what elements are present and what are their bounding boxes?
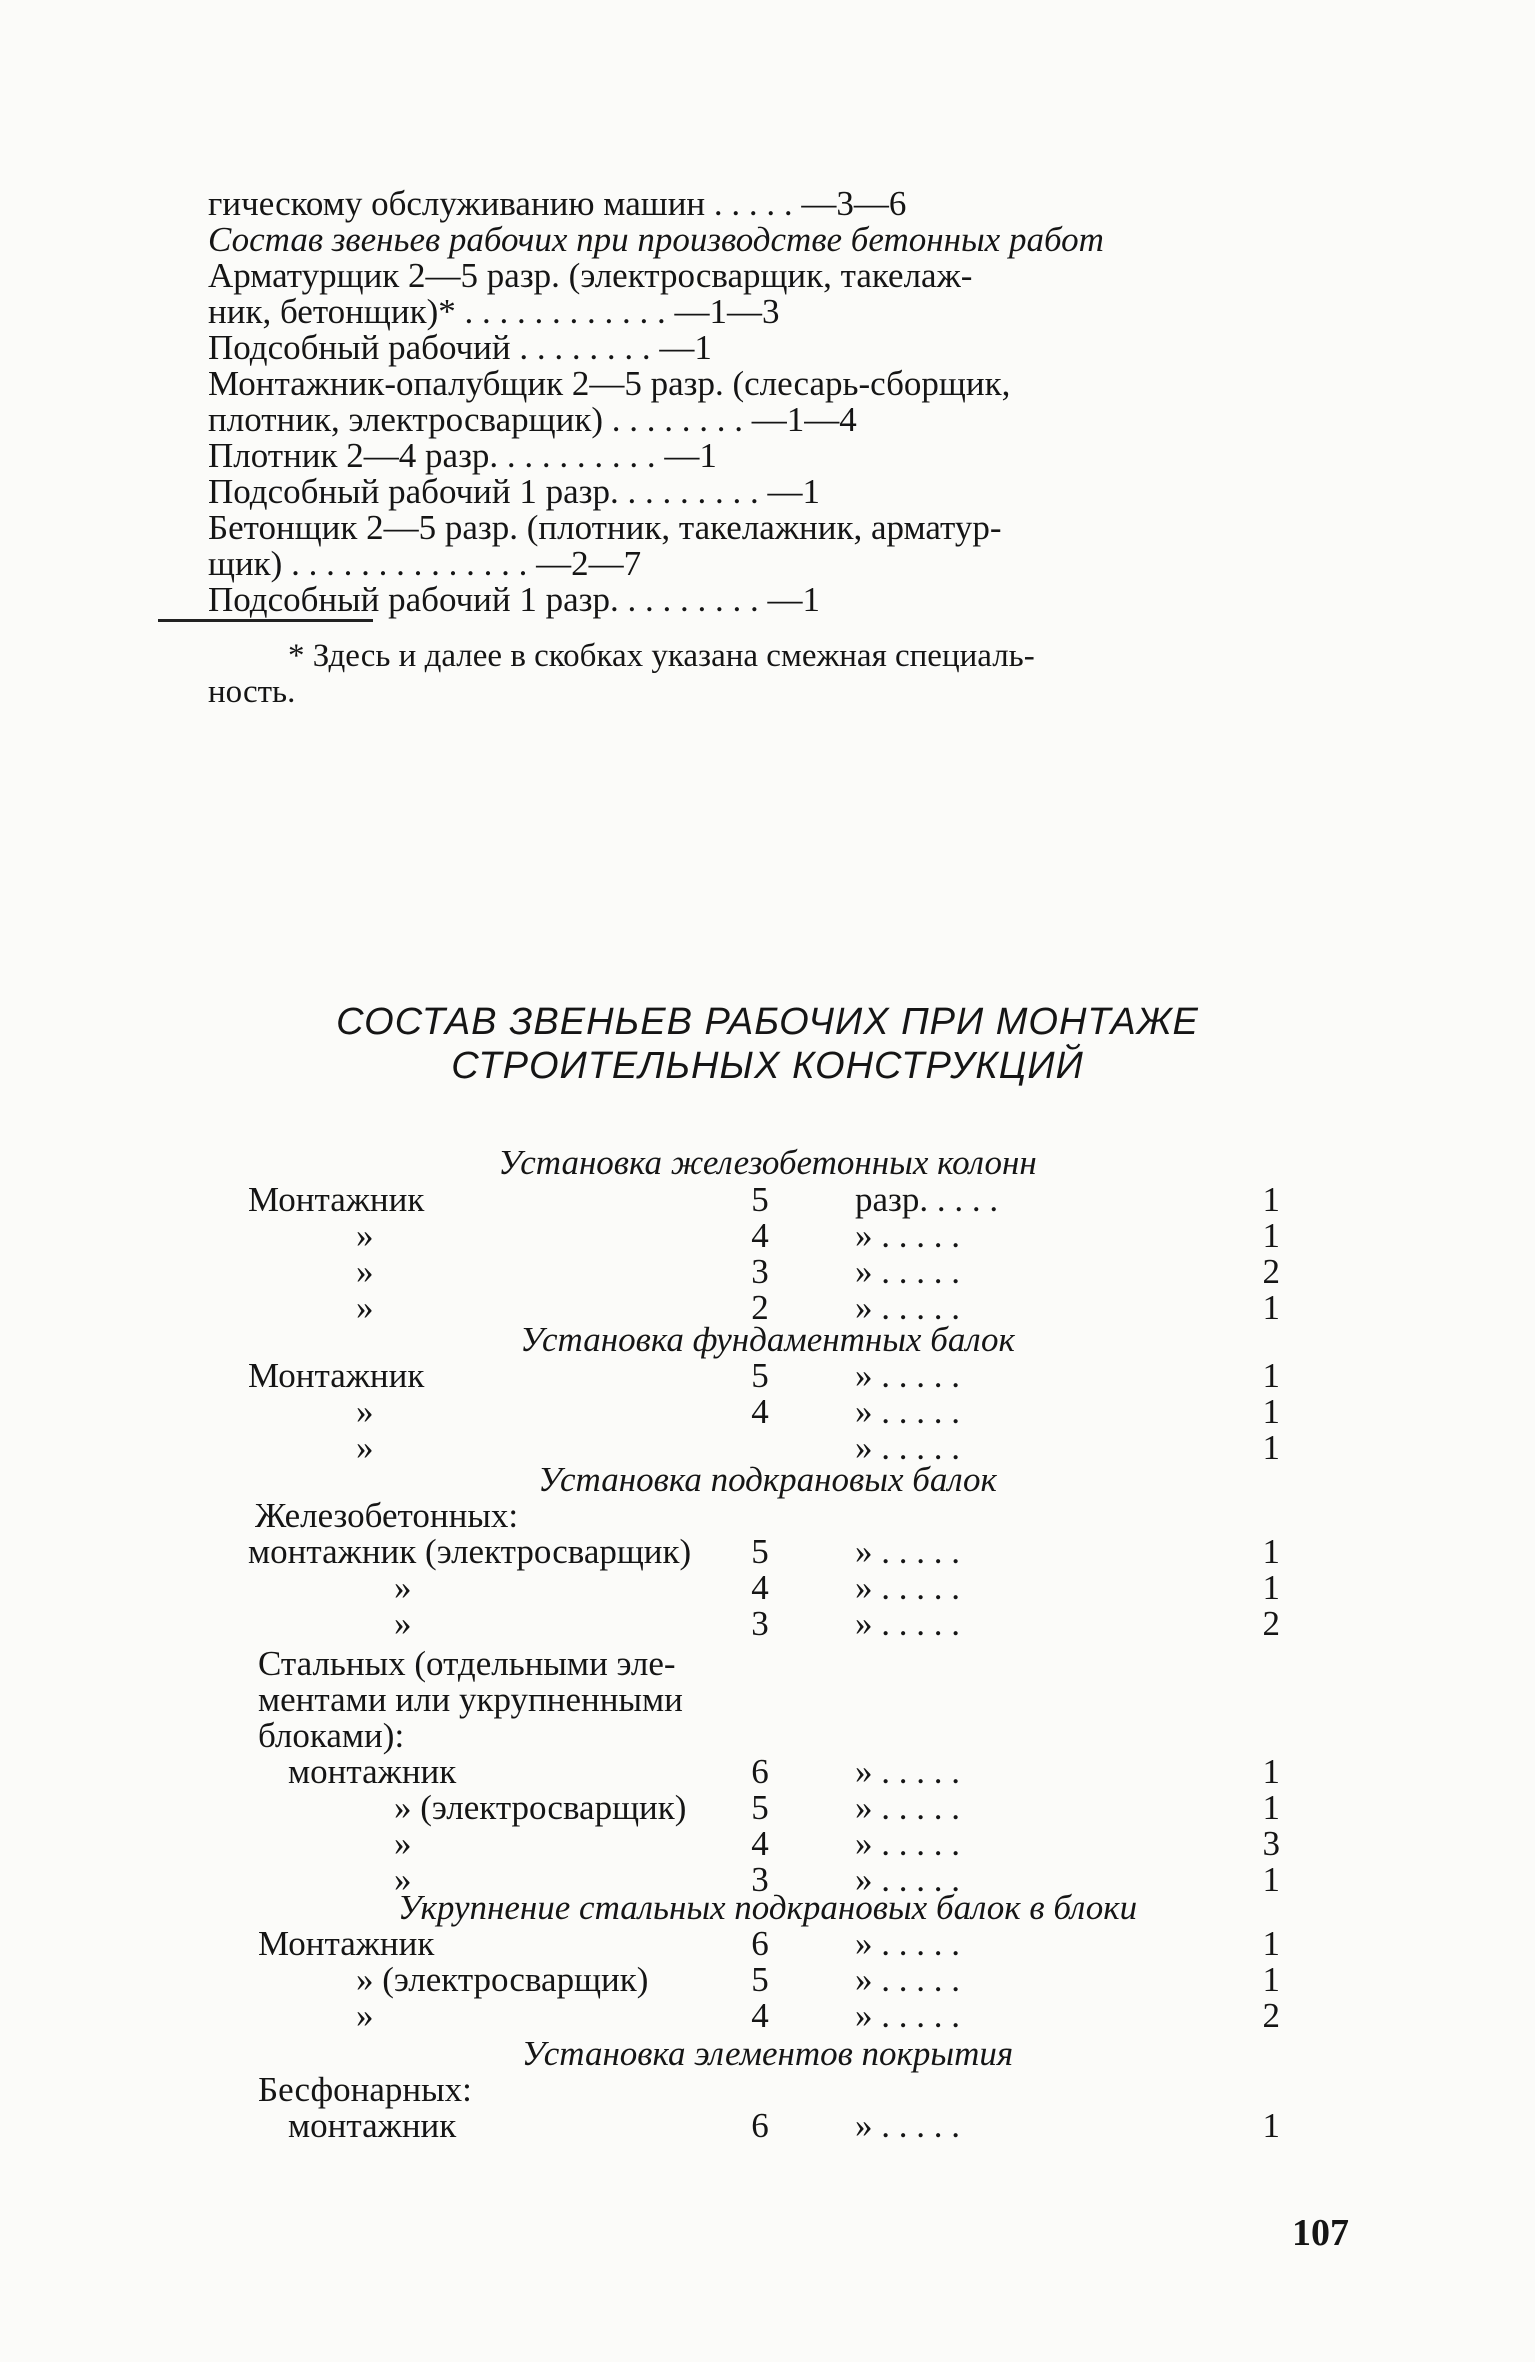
table-cell: » xyxy=(394,1824,412,1863)
table-cell: 4 xyxy=(751,1216,769,1255)
table-cell: » xyxy=(356,1428,374,1467)
table-cell: » . . . . . xyxy=(855,1924,960,1963)
table-cell: » xyxy=(356,1996,374,2035)
section-title: Установка элементов покрытия xyxy=(521,2034,1014,2073)
text-line: Арматурщик 2—5 разр. (электросварщик, такелаж- xyxy=(208,256,973,295)
group-label: ментами или укрупненными xyxy=(258,1680,683,1719)
table-cell: » . . . . . xyxy=(855,1288,960,1327)
text-line: гическому обслуживанию машин . . . . . —3—6 xyxy=(208,184,907,223)
table-cell: 4 xyxy=(751,1392,769,1431)
table-cell: 2 xyxy=(1262,1252,1280,1291)
table-cell: 1 xyxy=(1262,1288,1280,1327)
table-cell: 4 xyxy=(751,1824,769,1863)
text-line: щик) . . . . . . . . . . . . . . —2—7 xyxy=(208,544,642,583)
group-label: Железобетонных: xyxy=(255,1496,519,1535)
table-cell: монтажник xyxy=(288,1752,457,1791)
table-cell: 5 xyxy=(751,1532,769,1571)
table-cell: » xyxy=(394,1860,412,1899)
table-cell: » (электросварщик) xyxy=(394,1788,687,1827)
page-number: 107 xyxy=(1292,2212,1349,2254)
footnote-line: * Здесь и далее в скобках указана смежная специаль- xyxy=(288,638,1035,674)
table-cell: » . . . . . xyxy=(855,1428,960,1467)
table-cell: 2 xyxy=(1262,1604,1280,1643)
table-cell: 1 xyxy=(1262,1960,1280,1999)
text-line: Подсобный рабочий 1 разр. . . . . . . . . —1 xyxy=(208,472,821,511)
table-cell: » xyxy=(394,1604,412,1643)
table-cell: 4 xyxy=(751,1568,769,1607)
table-cell: 5 xyxy=(751,1960,769,1999)
table-cell: 3 xyxy=(751,1604,769,1643)
chapter-heading: СТРОИТЕЛЬНЫХ КОНСТРУКЦИЙ xyxy=(451,1045,1084,1087)
table-cell: 6 xyxy=(751,2106,769,2145)
group-label: блоками): xyxy=(258,1716,405,1755)
table-cell: » . . . . . xyxy=(855,1356,960,1395)
table-cell: монтажник xyxy=(288,2106,457,2145)
table-cell: 1 xyxy=(1262,1356,1280,1395)
table-cell: 3 xyxy=(751,1860,769,1899)
section-title: Укрупнение стальных подкрановых балок в блоки xyxy=(397,1888,1138,1927)
table-cell: 3 xyxy=(1262,1824,1280,1863)
section-title: Установка подкрановых балок xyxy=(538,1460,997,1499)
table-cell: 1 xyxy=(1262,1752,1280,1791)
table-cell: » xyxy=(356,1288,374,1327)
table-cell: » . . . . . xyxy=(855,1996,960,2035)
footnote-line: ность. xyxy=(208,674,296,710)
table-cell: 5 xyxy=(751,1356,769,1395)
table-cell: » . . . . . xyxy=(855,1216,960,1255)
table-cell: 1 xyxy=(1262,1428,1280,1467)
table-cell: » . . . . . xyxy=(855,2106,960,2145)
table-cell: Монтажник xyxy=(248,1356,425,1395)
table-cell: 5 xyxy=(751,1788,769,1827)
text-line: Плотник 2—4 разр. . . . . . . . . . —1 xyxy=(208,436,717,475)
table-cell: » . . . . . xyxy=(855,1960,960,1999)
table-cell: » xyxy=(356,1216,374,1255)
footnote-rule xyxy=(158,619,373,622)
text-line: Бетонщик 2—5 разр. (плотник, такелажник, арматур- xyxy=(208,508,1002,547)
table-cell: » xyxy=(356,1252,374,1291)
text-line: Подсобный рабочий 1 разр. . . . . . . . . —1 xyxy=(208,580,821,619)
table-cell: » xyxy=(394,1568,412,1607)
table-cell: 1 xyxy=(1262,1788,1280,1827)
table-cell: разр. . . . . xyxy=(855,1180,999,1219)
table-cell: » . . . . . xyxy=(855,1532,960,1571)
table-cell: 5 xyxy=(751,1180,769,1219)
text-line: Монтажник-опалубщик 2—5 разр. (слесарь-сборщик, xyxy=(208,364,1011,403)
table-cell: Монтажник xyxy=(258,1924,435,1963)
table-cell: 6 xyxy=(751,1924,769,1963)
table-cell: 1 xyxy=(1262,2106,1280,2145)
table-cell: 1 xyxy=(1262,1532,1280,1571)
table-cell: 3 xyxy=(751,1252,769,1291)
table-cell: » . . . . . xyxy=(855,1568,960,1607)
group-label: Стальных (отдельными эле- xyxy=(258,1644,676,1683)
table-cell: 1 xyxy=(1262,1216,1280,1255)
table-cell: » xyxy=(356,1392,374,1431)
table-cell: 2 xyxy=(751,1288,769,1327)
table-cell: 1 xyxy=(1262,1924,1280,1963)
table-cell: Монтажник xyxy=(248,1180,425,1219)
table-cell: » . . . . . xyxy=(855,1824,960,1863)
table-cell: 1 xyxy=(1262,1568,1280,1607)
table-cell: » . . . . . xyxy=(855,1788,960,1827)
table-cell: 6 xyxy=(751,1752,769,1791)
text-line: Подсобный рабочий . . . . . . . . —1 xyxy=(208,328,712,367)
table-cell: » (электросварщик) xyxy=(356,1960,649,1999)
table-cell: 1 xyxy=(1262,1180,1280,1219)
table-cell: » . . . . . xyxy=(855,1604,960,1643)
table-cell: 2 xyxy=(1262,1996,1280,2035)
table-cell: монтажник (электросварщик) xyxy=(248,1532,692,1571)
table-cell: » . . . . . xyxy=(855,1392,960,1431)
section-title: Состав звеньев рабочих при производстве бетонных работ xyxy=(208,220,1104,259)
table-cell: » . . . . . xyxy=(855,1252,960,1291)
section-title: Установка фундаментных балок xyxy=(520,1320,1015,1359)
table-cell: » . . . . . xyxy=(855,1752,960,1791)
text-line: плотник, электросварщик) . . . . . . . . —1—4 xyxy=(208,400,857,439)
table-cell: » . . . . . xyxy=(855,1860,960,1899)
table-cell: 1 xyxy=(1262,1392,1280,1431)
chapter-heading: СОСТАВ ЗВЕНЬЕВ РАБОЧИХ ПРИ МОНТАЖЕ xyxy=(336,1001,1199,1043)
table-cell: 4 xyxy=(751,1996,769,2035)
group-label: Бесфонарных: xyxy=(258,2070,472,2109)
section-title: Установка железобетонных колонн xyxy=(498,1143,1037,1182)
text-line: ник, бетонщик)* . . . . . . . . . . . . —1—3 xyxy=(208,292,780,331)
table-cell: 1 xyxy=(1262,1860,1280,1899)
